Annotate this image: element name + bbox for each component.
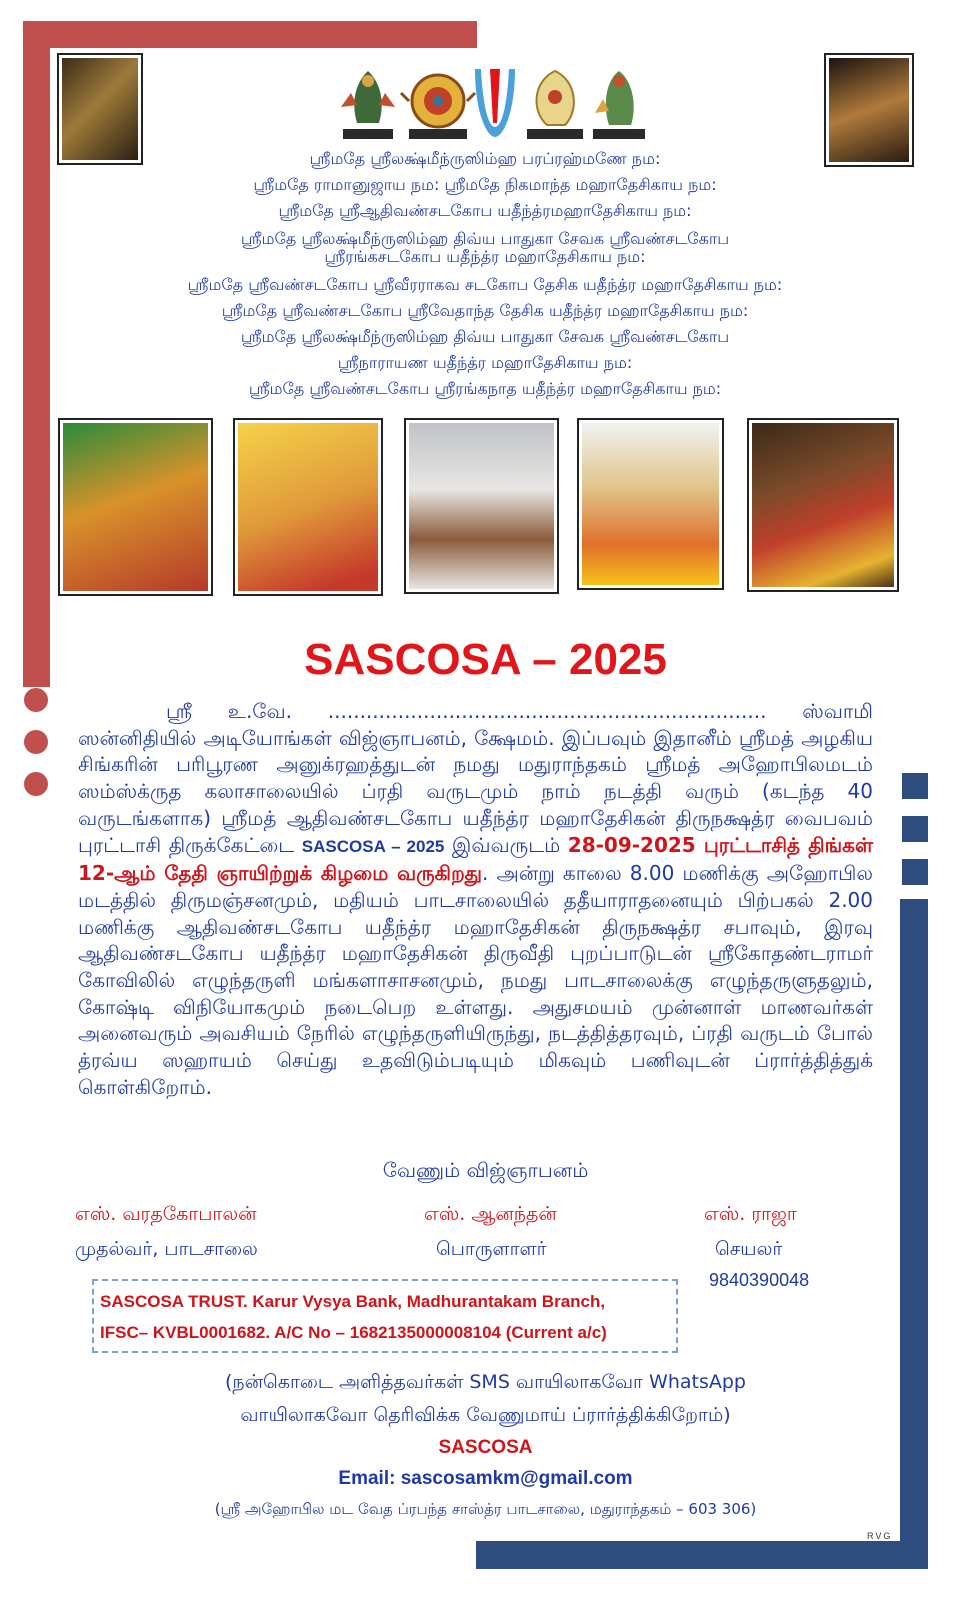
blue-square-1: [902, 773, 928, 799]
invocation-line: ஸ்ரீமதே ராமானுஜாய நம: ஸ்ரீமதே நிகமாந்த மஹாதேசிகாய நம:: [253, 175, 717, 194]
red-bullet-3: [24, 772, 48, 796]
donation-note-1: (நன்கொடை அளித்தவர்கள் SMS வாயிலாகவோ WhatsApp: [225, 1371, 746, 1393]
shankha-emblem: [527, 71, 583, 139]
event-title: SASCOSA – 2025: [304, 635, 667, 684]
bank-line-2: IFSC– KVBL0001682. A/C No – 1682135000008104 (Current a/c): [100, 1323, 607, 1342]
top-red-bar: [23, 21, 477, 48]
invocation-block: [60, 146, 910, 402]
red-bullet-1: [24, 688, 48, 712]
red-bullet-2: [24, 730, 48, 754]
signatory-role-principal: முதல்வர், பாடசாலை: [75, 1238, 258, 1260]
acharya-photo-5: [747, 418, 899, 592]
designer-credit: RVG: [867, 1531, 893, 1541]
acharya-photo-1: [58, 418, 213, 596]
invocation-line: ஸ்ரீரங்கசடகோப யதீந்த்ர மஹாதேசிகாய நம:: [324, 247, 646, 266]
invocation-line: ஸ்ரீமதே ஸ்ரீவண்சடகோப ஸ்ரீவேதாந்த தேசிக யதீந்த்ர மஹாதேசிகாய நம:: [221, 301, 749, 320]
chakra-emblem: [401, 75, 475, 139]
invitation-letter: [78, 698, 873, 1101]
invocation-line: ஸ்ரீமதே ஸ்ரீவண்சடகோப ஸ்ரீவீரராகவ சடகோப தேசிக யதீந்த்ர மஹாதேசிகாய நம:: [187, 275, 783, 294]
signatory-name-principal: எஸ். வரதகோபாலன்: [75, 1203, 257, 1225]
left-red-bar: [23, 21, 50, 687]
invocation-line: ஸ்ரீமதே ஸ்ரீலக்ஷ்மீந்ருஸிம்ஹ திவ்ய பாதுகா சேவக ஸ்ரீவண்சடகோப: [240, 229, 730, 248]
letter-opening: ஸ்ரீ உ.வே. ..................................................................... ஸ்வாமி ஸன்னிதியில் அடியோங்கள் விஜ்ஞாபனம், க்ஷேமம். இப்பவும் இதானீம் ஸ்ரீமத் அழகிய சிங்கரின் பரிபூரண அனுக்ரஹத்துடன் நமது மதுராந்தகம் ஸ்ரீமத் அஹோபிலமடம் ஸம்ஸ்க்ருத கலாசாலையில் ப்ரதி வருடமும் நாம் நடத்தி வரும் (கடந்த 40 வருடங்களாக) ஸ்ரீமத் ஆதிவண்சடகோப யதீந்த்ர மஹாதேசிகன் திருநக்ஷத்ர வைபவம் புரட்டாசி திருக்கேட்டை: [78, 699, 873, 857]
hanuman-emblem: [593, 71, 645, 139]
invocation-line: ஸ்ரீமதே ஸ்ரீலக்ஷ்மீந்ருஸிம்ஹ பரப்ரஹ்மணே நம:: [309, 149, 661, 168]
acharya-photo-3: [404, 418, 559, 594]
invocation-line: ஸ்ரீமதே ஸ்ரீலக்ஷ்மீந்ருஸிம்ஹ திவ்ய பாதுகா சேவக ஸ்ரீவண்சடகோப: [240, 327, 730, 346]
footer-org-name: SASCOSA: [438, 1437, 533, 1458]
invocation-line: ஸ்ரீநாராயண யதீந்த்ர மஹாதேசிகாய நம:: [337, 353, 633, 372]
signatory-name-treasurer: எஸ். ஆனந்தன்: [424, 1203, 557, 1225]
event-date: 28-09-2025 புரட்டாசித் திங்கள் 12-ஆம் தேதி ஞாயிற்றுக் கிழமை வருகிறது: [78, 832, 873, 886]
letter-year-text: இவ்வருடம்: [444, 832, 568, 857]
acharya-photo-2: [233, 418, 383, 596]
bottom-blue-bar: [476, 1541, 928, 1569]
secretary-phone: 9840390048: [709, 1270, 810, 1290]
footer-email[interactable]: Email: sascosamkm@gmail.com: [338, 1468, 633, 1489]
sascosa-inline: SASCOSA – 2025: [301, 836, 445, 856]
acharya-photo-4: [577, 418, 724, 590]
bank-line-1: SASCOSA TRUST. Karur Vysya Bank, Madhurantakam Branch,: [100, 1292, 606, 1311]
blue-square-3: [902, 859, 928, 885]
namam-emblem: [475, 69, 515, 137]
blue-square-2: [902, 816, 928, 842]
closing-line: வேணும் விஜ்ஞாபனம்: [382, 1158, 589, 1182]
signatory-role-secretary: செயலர்: [715, 1238, 783, 1260]
invocation-line: ஸ்ரீமதே ஸ்ரீவண்சடகோப ஸ்ரீரங்கநாத யதீந்த்ர மஹாதேசிகாய நம:: [248, 379, 722, 398]
sacred-emblems: [337, 63, 653, 143]
footer-address: (ஸ்ரீ அஹோபில மட வேத ப்ரபந்த சாஸ்த்ர பாடசாலை, மதுராந்தகம் – 603 306): [214, 1500, 757, 1518]
donation-note-2: வாயிலாகவோ தெரிவிக்க வேணுமாய் ப்ரார்த்திக்கிறோம்): [240, 1404, 731, 1426]
signatory-name-secretary: எஸ். ராஜா: [704, 1203, 797, 1225]
garuda-emblem: [341, 71, 395, 139]
bank-details-box: [92, 1279, 678, 1353]
signatory-role-treasurer: பொருளாளர்: [436, 1238, 547, 1260]
invocation-line: ஸ்ரீமதே ஸ்ரீஆதிவண்சடகோப யதீந்த்ரமஹாதேசிகாய நம:: [278, 201, 692, 220]
letter-details: . அன்று காலை 8.00 மணிக்கு அஹோபில மடத்தில் திருமஞ்சனமும், மதியம் பாடசாலையில் ததீயாராதனையும் பிற்பகல் 2.00 மணிக்கு ஆதிவண்சடகோப யதீந்த்ர மஹாதேசிகன் திருநக்ஷத்ர சபாவும், இரவு ஆதிவண்சடகோப யதீந்த்ர மஹாதேசிகன் திருவீதி புறப்பாடுடன் ஸ்ரீகோதண்டராமர் கோவிலில் எழுந்தருளி மங்களாசாசனமும், நமது பாடசாலைக்கு எழுந்தருளுதலும், கோஷ்டி விநியோகமும் நடைபெற உள்ளது. அதுசமயம் முன்னாள் மாணவர்கள் அனைவரும் அவசியம் நேரில் எழுந்தருளியிருந்து, நடத்தித்தரவும், ப்ரதி வருடம் போல் த்ரவ்ய ஸஹாயம் செய்து உதவிடும்படியும் மிகவும் பணிவுடன் ப்ரார்த்தித்துக் கொள்கிறோம்.: [78, 861, 873, 1099]
